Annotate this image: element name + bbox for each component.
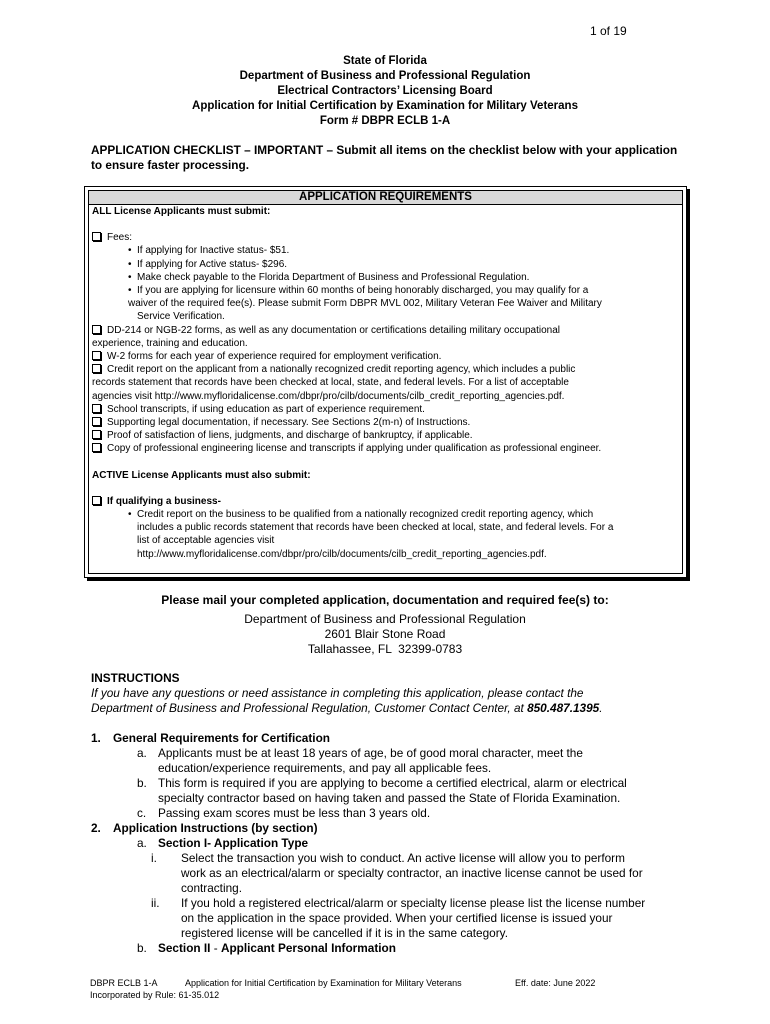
active-applicants-heading: ACTIVE License Applicants must also submit: — [92, 469, 311, 481]
checkbox-icon[interactable] — [92, 232, 101, 241]
contact-phone: 850.487.1395 — [527, 701, 600, 715]
business-item: If qualifying a business- — [92, 495, 679, 508]
footer-effective-date: Eff. date: June 2022 — [515, 978, 596, 988]
mail-street: 2601 Blair Stone Road — [324, 627, 446, 641]
checkbox-icon[interactable] — [92, 443, 101, 452]
business-bullet-continued: list of acceptable agencies visit — [137, 535, 275, 547]
header-application-title: Application for Initial Certification by Examination for Military Veterans — [192, 100, 578, 112]
fee-bullet-continued: Service Verification. — [137, 311, 225, 323]
instructions-intro: If you have any questions or need assistance in completing this application, please contact the Department of Business and Professional Regulation, Customer Contact Center, at 850.487.1395. — [91, 686, 603, 715]
footer-form-title: Application for Initial Certification by Examination for Military Veterans — [185, 978, 462, 988]
instructions-section — [91, 671, 691, 956]
subsection-applicant-personal-information: b. Section II - Applicant Personal Information — [137, 941, 396, 955]
engineering-license-item: Copy of professional engineering license and transcripts if applying under qualification as professional engineer. — [92, 442, 679, 455]
page-number: 1 of 19 — [590, 24, 627, 38]
list-item: a. Applicants must be at least 18 years of age, be of good moral character, meet the education/experience requirements, and pay all applicable fees. — [137, 746, 583, 775]
section-general-requirements: 1. General Requirements for Certification — [91, 731, 330, 745]
all-applicants-heading: ALL License Applicants must submit: — [92, 206, 271, 217]
list-item: c. Passing exam scores must be less than 3 years old. — [137, 806, 431, 820]
section-application-instructions: 2. Application Instructions (by section) — [91, 821, 318, 835]
list-item: i. Select the transaction you wish to conduct. An active license will allow you to perform work as an electrical/alarm or specialty contractor, an inactive license cannot be used for contracting. — [151, 851, 643, 895]
requirements-title: APPLICATION REQUIREMENTS — [89, 191, 682, 205]
checkbox-icon[interactable] — [92, 430, 101, 439]
requirements-box — [84, 186, 687, 578]
list-item: ii. If you hold a registered electrical/alarm or specialty license please list the license number on the application in the space provided. When your certified license is issued your registered license will be cancelled if it is in the same category. — [151, 896, 646, 940]
checkbox-icon[interactable] — [92, 325, 101, 334]
checkbox-icon[interactable] — [92, 404, 101, 413]
legal-documentation-item: Supporting legal documentation, if necessary. See Sections 2(m-n) of Instructions. — [92, 416, 679, 429]
header-department: Department of Business and Professional Regulation — [239, 70, 531, 82]
header-state: State of Florida — [343, 55, 427, 67]
header-form-number: Form # DBPR ECLB 1-A — [319, 115, 451, 127]
credit-report-item-continued: records statement that records have been checked at local, state, and federal levels. For a list of acceptable — [92, 377, 569, 389]
fee-bullet-continued: waiver of the required fee(s). Please submit Form DBPR MVL 002, Military Veteran Fee Waiver and Military — [128, 298, 602, 310]
mailing-address-block — [0, 593, 770, 657]
checkbox-icon[interactable] — [92, 417, 101, 426]
school-transcripts-item: School transcripts, if using education as part of experience requirement. — [92, 403, 679, 416]
fee-bullet: • Make check payable to the Florida Department of Business and Professional Regulation. — [92, 271, 679, 284]
mail-heading: Please mail your completed application, documentation and required fee(s) to: — [161, 593, 609, 607]
instructions-heading: INSTRUCTIONS — [91, 671, 180, 685]
page-footer — [90, 977, 595, 1001]
fee-bullet: • If applying for Inactive status- $51. — [92, 244, 679, 257]
fees-item: Fees: — [92, 231, 679, 244]
form-header — [0, 54, 770, 129]
mail-department: Department of Business and Professional Regulation — [244, 612, 526, 626]
checkbox-icon[interactable] — [92, 351, 101, 360]
business-bullet-continued: includes a public records statement that records have been checked at local, state, and federal levels. For a — [137, 522, 614, 534]
business-bullet-link: http://www.myfloridalicense.com/dbpr/pro/cilb/documents/cilb_credit_reporting_agencies.pdf. — [137, 548, 547, 560]
header-board: Electrical Contractors’ Licensing Board — [277, 85, 493, 97]
w2-item: W-2 forms for each year of experience required for employment verification. — [92, 350, 679, 363]
credit-report-item: Credit report on the applicant from a nationally recognized credit reporting agency, which includes a public — [92, 363, 679, 376]
business-bullet: • Credit report on the business to be qualified from a nationally recognized credit reporting agency, which — [92, 508, 679, 521]
liens-item: Proof of satisfaction of liens, judgments, and discharge of bankruptcy, if applicable. — [92, 429, 679, 442]
checkbox-icon[interactable] — [92, 364, 101, 373]
dd214-item-continued: experience, training and education. — [92, 337, 248, 349]
subsection-application-type: a. Section I- Application Type — [137, 836, 309, 850]
list-item: b. This form is required if you are applying to become a certified electrical, alarm or electrical specialty contractor based on having taken and passed the State of Florida Examination. — [137, 776, 627, 805]
footer-rule: Incorporated by Rule: 61-35.012 — [90, 990, 220, 1000]
mail-city: Tallahassee, FL 32399-0783 — [307, 642, 463, 656]
fee-bullet: • If applying for Active status- $296. — [92, 258, 679, 271]
requirements-body — [89, 205, 682, 561]
dd214-item: DD-214 or NGB-22 forms, as well as any documentation or certifications detailing military occupational — [92, 324, 679, 337]
checkbox-icon[interactable] — [92, 496, 101, 505]
footer-form-id: DBPR ECLB 1-A — [90, 978, 158, 988]
fee-bullet: • If you are applying for licensure within 60 months of being honorably discharged, you may qualify for a — [92, 284, 679, 297]
credit-report-item-link: agencies visit http://www.myfloridalicense.com/dbpr/pro/cilb/documents/cilb_credit_reporting_agencies.pdf. — [92, 390, 565, 402]
checklist-intro: APPLICATION CHECKLIST – IMPORTANT – Submit all items on the checklist below with your application to ensure faster processing. — [91, 143, 678, 172]
requirements-inner-frame — [88, 190, 683, 574]
